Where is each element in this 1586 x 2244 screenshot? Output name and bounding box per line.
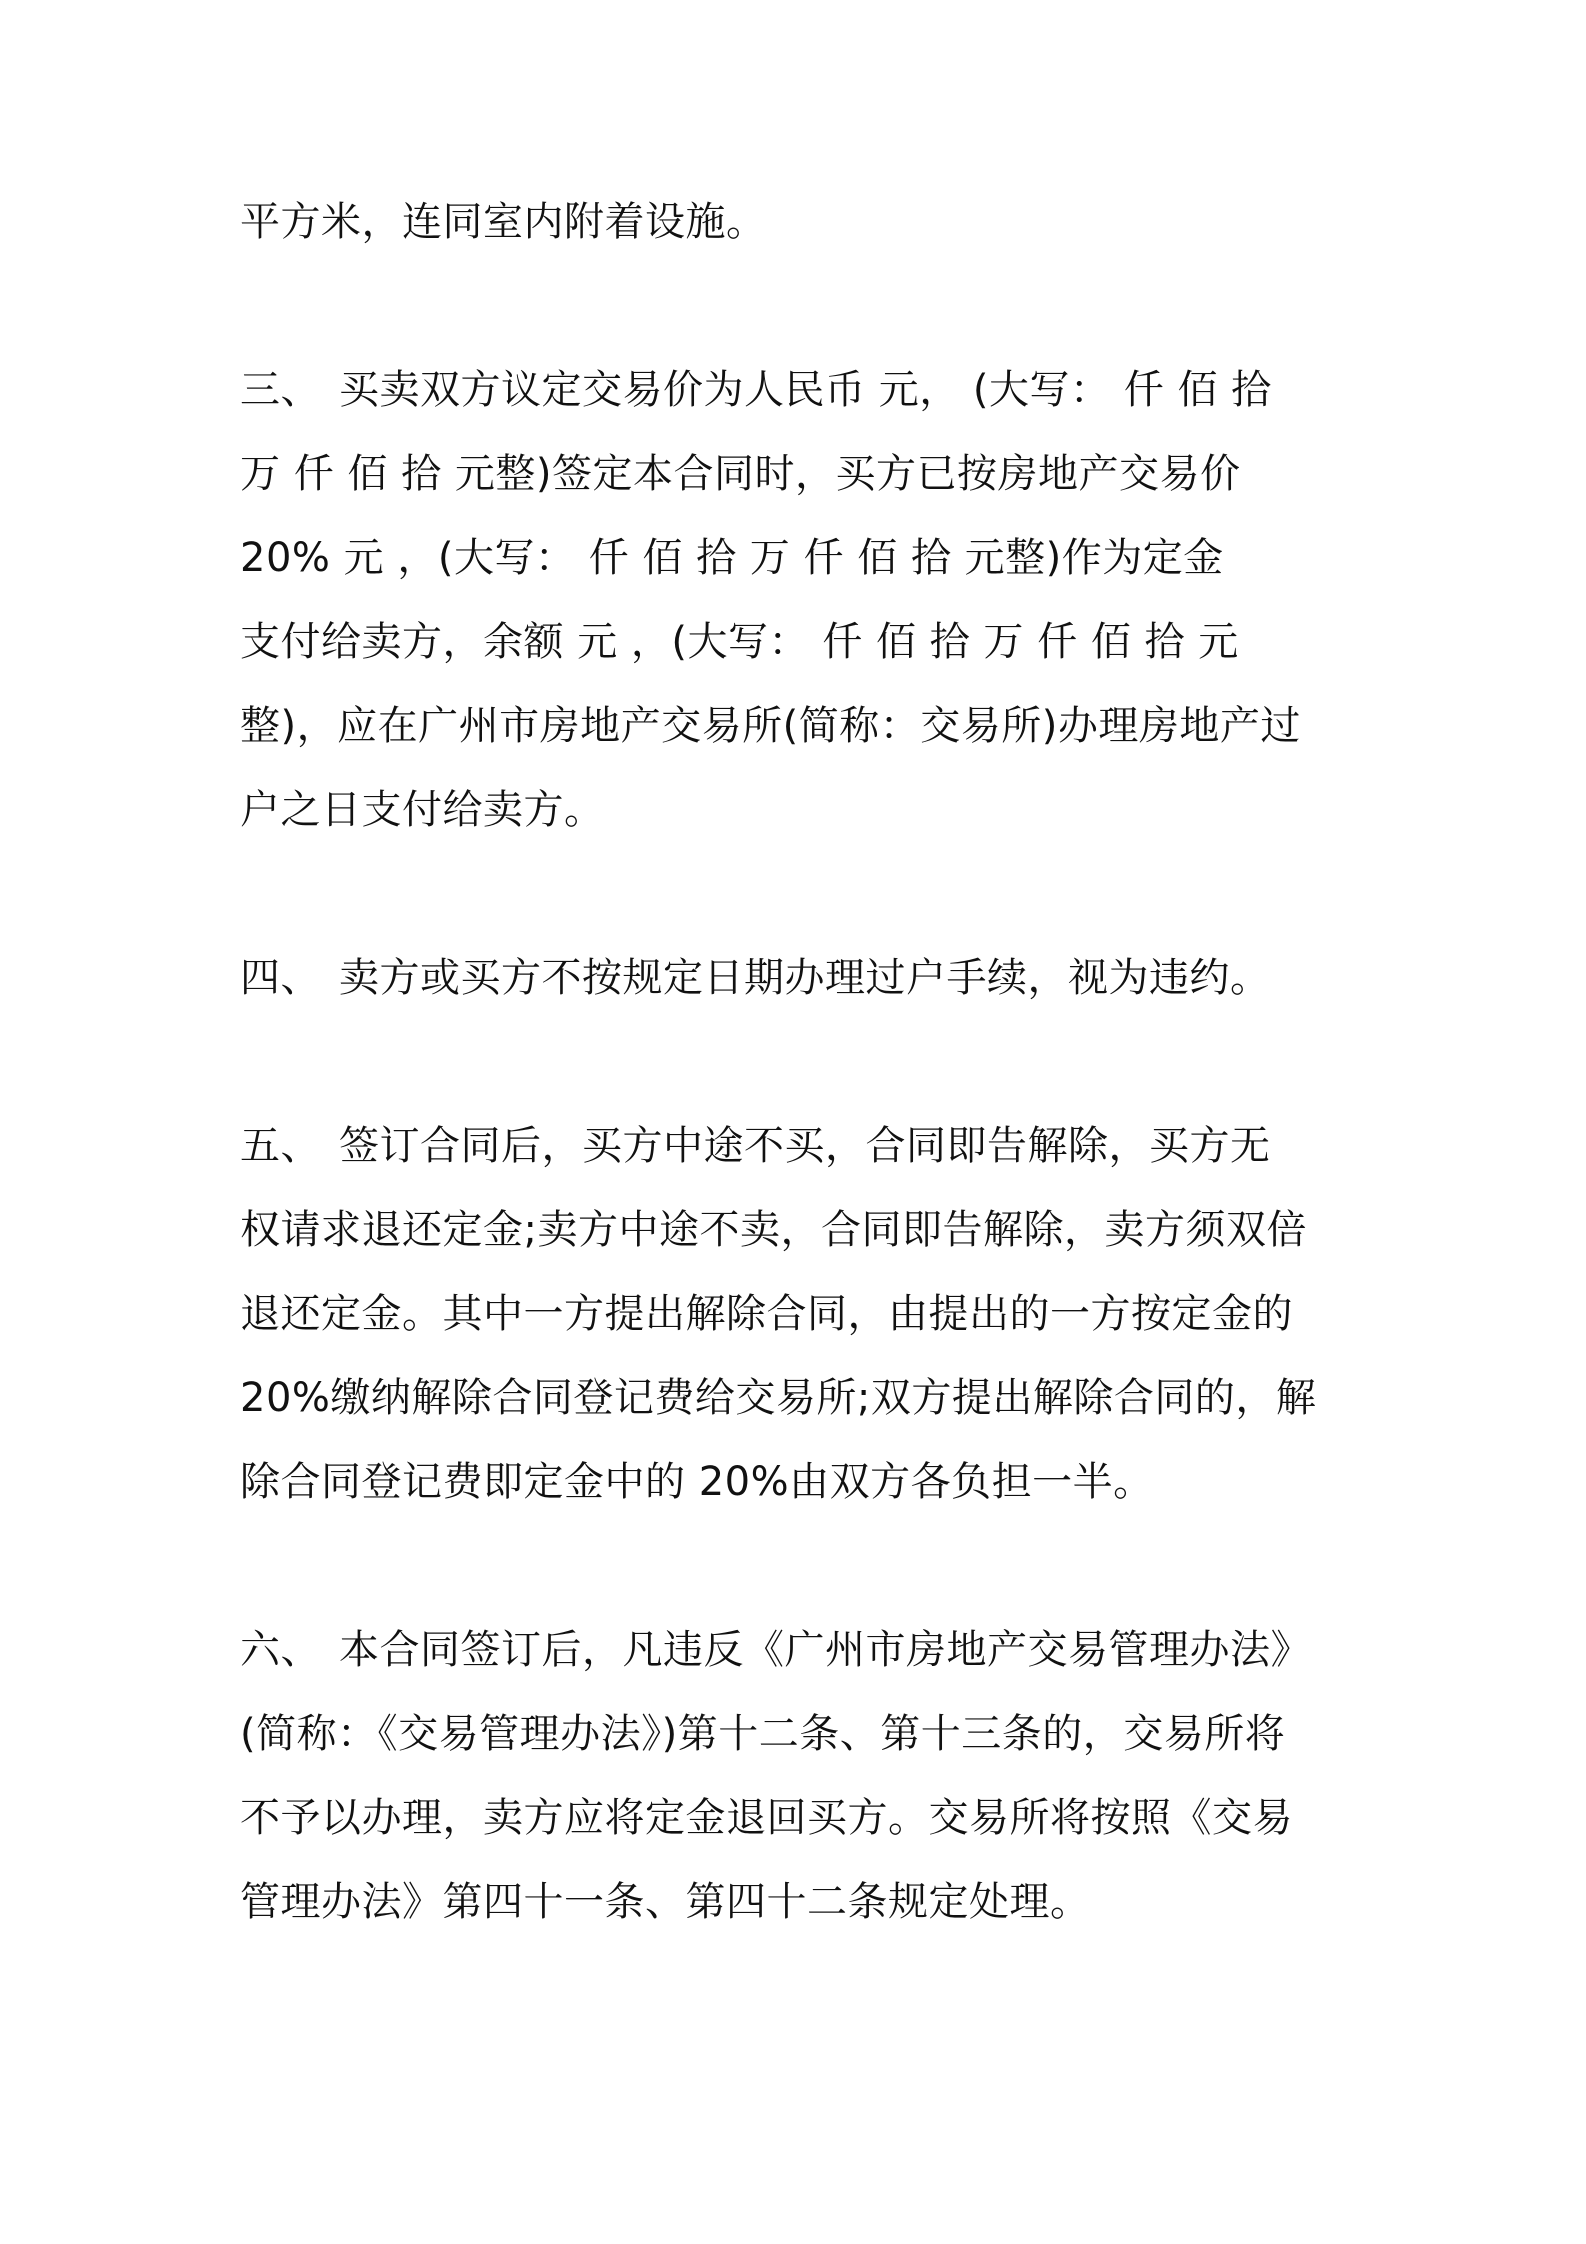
text-line-content: 本合同签订后，凡违反《广州市房地产交易管理办法》 [339, 1627, 1311, 1673]
text-line-content: 签订合同后，买方中途不买，合同即告解除，买方无 [339, 1123, 1271, 1169]
clause-3-price [240, 348, 1350, 852]
paragraph-gap [240, 264, 1350, 348]
text-line: 整)，应在广州市房地产交易所(简称：交易所)办理房地产过 [240, 703, 1301, 749]
text-line: 退还定金。其中一方提出解除合同，由提出的一方按定金的 [240, 1291, 1293, 1337]
text-line: 户之日支付给卖方。 [240, 787, 605, 833]
text-line: 管理办法》第四十一条、第四十二条规定处理。 [240, 1879, 1091, 1925]
text-line [240, 936, 1350, 1020]
text-line: 权请求退还定金;卖方中途不卖，合同即告解除，卖方须双倍 [240, 1207, 1307, 1253]
clause-number: 五、 [240, 1123, 321, 1169]
clause-5-termination [240, 1104, 1350, 1524]
clause-number: 六、 [240, 1627, 321, 1673]
clause-number: 三、 [240, 367, 321, 413]
text-line: 20% 元 ，(大写： 仟 佰 拾 万 仟 佰 拾 元整)作为定金 [240, 535, 1224, 581]
text-line [240, 1104, 1350, 1188]
text-line [240, 348, 1350, 432]
text-line-content: 买卖双方议定交易价为人民币 元， (大写： 仟 佰 拾 [339, 367, 1272, 413]
text-line: (简称：《交易管理办法》)第十二条、第十三条的，交易所将 [240, 1711, 1286, 1757]
paragraph-gap [240, 1524, 1350, 1608]
text-line: 不予以办理，卖方应将定金退回买方。交易所将按照《交易 [240, 1795, 1293, 1841]
paragraph-gap [240, 1020, 1350, 1104]
clause-number: 四、 [240, 955, 321, 1001]
text-line [240, 1608, 1350, 1692]
text-line-content: 卖方或买方不按规定日期办理过户手续，视为违约。 [339, 955, 1271, 1001]
text-line: 万 仟 佰 拾 元整)签定本合同时，买方已按房地产交易价 [240, 451, 1241, 497]
clause-6-violation [240, 1608, 1350, 1944]
paragraph-area-continuation [240, 180, 1350, 264]
clause-4-default [240, 936, 1350, 1020]
text-line: 支付给卖方，余额 元 ，(大写： 仟 佰 拾 万 仟 佰 拾 元 [240, 619, 1239, 665]
text-line: 20%缴纳解除合同登记费给交易所;双方提出解除合同的，解 [240, 1375, 1317, 1421]
document-body [240, 180, 1350, 1944]
paragraph-gap [240, 852, 1350, 936]
text-line: 平方米，连同室内附着设施。 [240, 199, 767, 245]
text-line: 除合同登记费即定金中的 20%由双方各负担一半。 [240, 1459, 1154, 1505]
